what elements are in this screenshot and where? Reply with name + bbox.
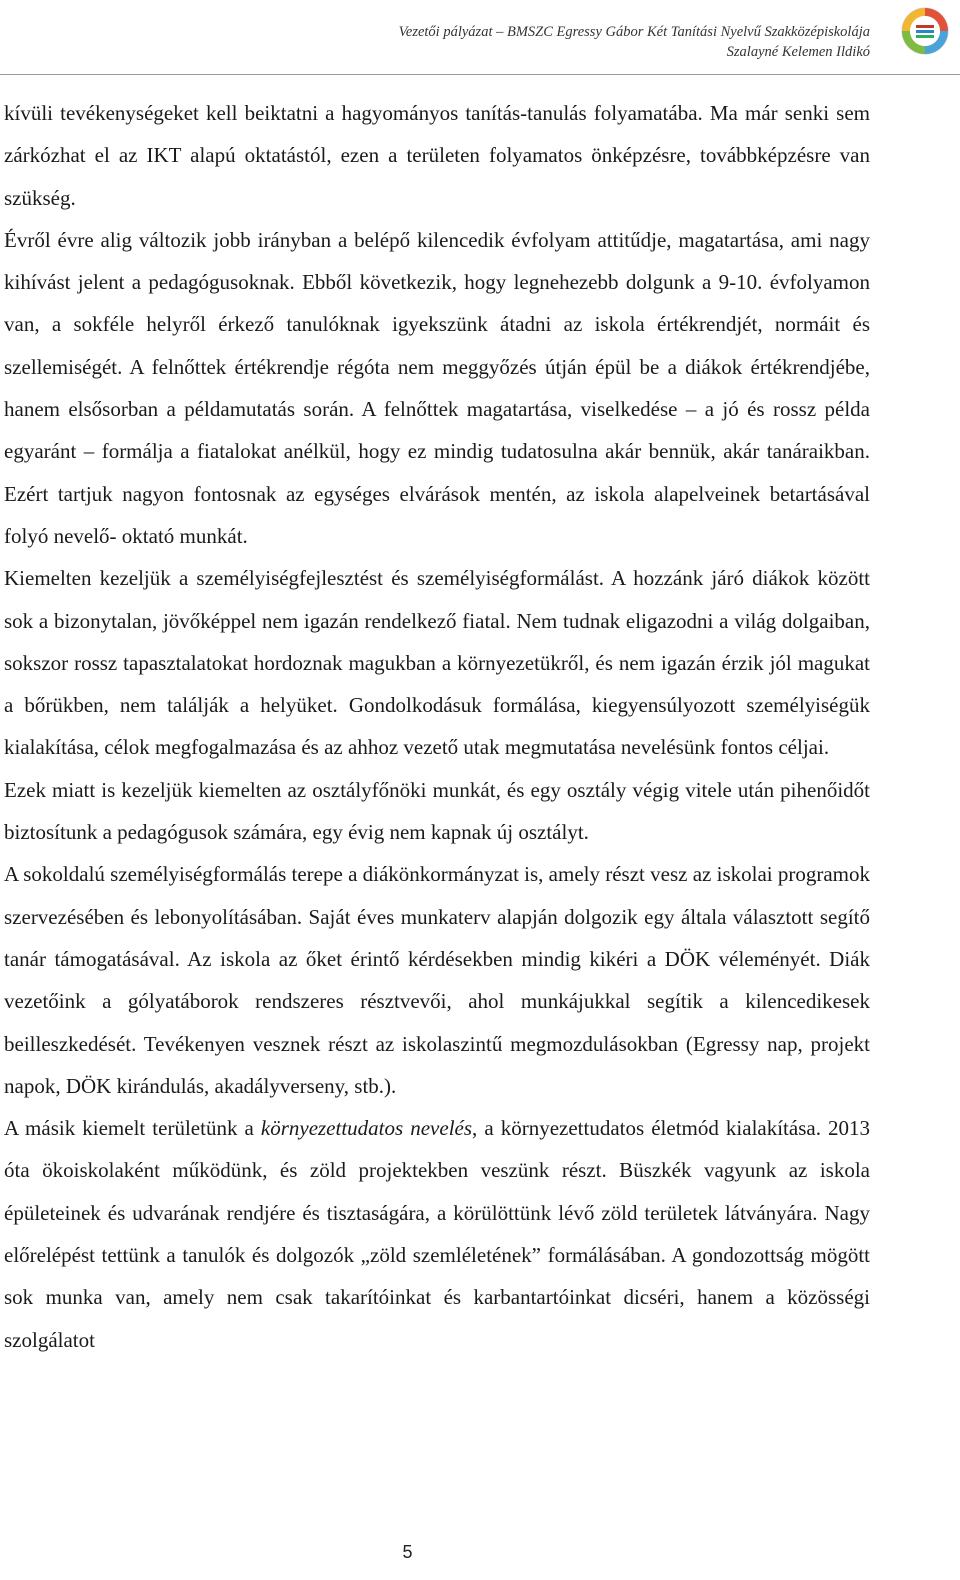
paragraph-environment-start: A másik kiemelt területünk a (4, 1116, 261, 1141)
paragraph-environment (4, 1107, 870, 1361)
paragraph-form-teacher: Ezek miatt is kezeljük kiemelten az osztályfőnöki munkát, és egy osztály végig vitele után pihenőidőt biztosítunk a pedagógusok számára, egy évig nem kapnak új osztályt. (4, 777, 870, 845)
header-rule (0, 74, 960, 75)
paragraph-attitude: Évről évre alig változik jobb irányban a belépő kilencedik évfolyam attitűdje, magatartása, ami nagy kihívást jelent a pedagógusoknak. Ebből következik, hogy legnehezebb dolgunk a 9-10. évfolyamon van, a sokféle helyről érkező tanulóknak igyekszünk átadni az iskola értékrendjét, normáit és szellemiségét. A felnőttek értékrendje régóta nem meggyőzés útján épül be a diákok értékrendjébe, hanem elsősorban a példamutatás során. A felnőttek magatartása, viselkedése – a jó és rossz példa egyaránt – formálja a fiatalokat anélkül, hogy ez mindig tudatosulna akár bennük, akár tanáraikban. Ezért tartjuk nagyon fontosnak az egységes elvárások mentén, az iskola alapelveinek betartásával folyó nevelő- oktató munkát. (4, 227, 870, 548)
emphasis-environmental-education: környezettudatos nevelés (260, 1116, 473, 1141)
paragraph-student-council: A sokoldalú személyiségformálás terepe a diákönkormányzat is, amely részt vesz az iskolai programok szervezésében és lebonyolításában. Saját éves munkaterv alapján dolgozik egy általa választott segítő tanár támogatásával. Az iskola az őket érintő kérdésekben mindig kikéri a DÖK véleményét. Diák vezetőink a gólyatáborok rendszeres résztvevői, ahol munkájukkal segítik a kilencedikesek beilleszkedését. Tevékenyen vesznek részt az iskolaszintű megmozdulásokban (Egressy nap, projekt napok, DÖK kirándulás, akadályverseny, stb.). (4, 862, 870, 1098)
paragraph-environment-rest: , a környezettudatos életmód kialakítása. 2013 óta ökoiskolaként működünk, és zöld projektekben veszünk részt. Büszkék vagyunk az iskola épületeinek és udvarának rendjére és tisztaságára, a körülöttünk lévő zöld területek látványára. Nagy előrelépést tettünk a tanulók és dolgozók „zöld szemléletének” formálásában. A gondozottság mögött sok munka van, amely nem csak takarítóinkat és karbantartóinkat dicséri, hanem a közösségi szolgálatot (4, 1116, 871, 1352)
paragraph-personality: Kiemelten kezeljük a személyiségfejlesztést és személyiségformálást. A hozzánk járó diákok között sok a bizonytalan, jövőképpel nem igazán rendelkező fiatal. Nem tudnak eligazodni a világ dolgaiban, sokszor rossz tapasztalatokat hordoznak magukban a környezetükről, és nem igazán érzik jól magukat a bőrükben, nem találják a helyüket. Gondolkodásuk formálása, kiegyensúlyozott személyiségük kialakítása, célok megfogalmazása és az ahhoz vezető utak megmutatása nevelésünk fontos céljai. (4, 566, 870, 760)
page-number: 5 (402, 1542, 413, 1562)
school-logo (900, 6, 950, 56)
running-header (399, 22, 870, 62)
paragraph-ikt: kívüli tevékenységeket kell beiktatni a hagyományos tanítás-tanulás folyamatába. Ma már senki sem zárkózhat el az IKT alapú oktatástól, ezen a területen folyamatos önképzésre, továbbképzésre van szükség. (4, 101, 870, 210)
document-body (4, 92, 870, 1361)
header-author: Szalayné Kelemen Ildikó (726, 44, 870, 60)
header-title: Vezetői pályázat – BMSZC Egressy Gábor Két Tanítási Nyelvű Szakközépiskolája (398, 24, 870, 40)
